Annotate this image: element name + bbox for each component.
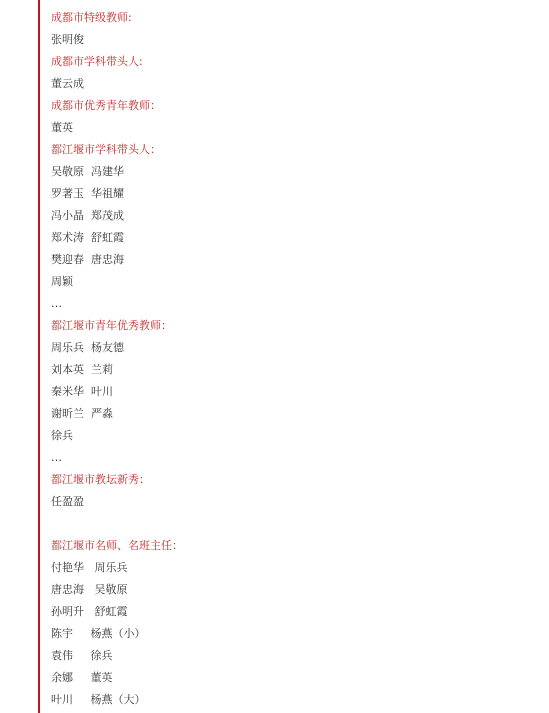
name-line: 刘本英 兰莉 xyxy=(51,363,113,376)
name-line: 任盈盈 xyxy=(51,495,84,508)
name-line: 谢昕兰 严淼 xyxy=(51,407,113,420)
name-line: 樊迎春 唐忠海 xyxy=(51,253,124,266)
ellipsis-line: … xyxy=(51,297,62,310)
name-line: 秦米华 叶川 xyxy=(51,385,113,398)
name-line: 唐忠海 吴敬原 xyxy=(51,583,128,596)
name-line: 董云成 xyxy=(51,77,84,90)
article-content xyxy=(38,0,518,713)
name-line: 付艳华 周乐兵 xyxy=(51,561,128,574)
name-line: 叶川 杨燕（大） xyxy=(51,693,146,706)
section-heading-chengdu-young-teacher: 成都市优秀青年教师： xyxy=(51,99,161,112)
name-line: 孙明升 舒虹霞 xyxy=(51,605,128,618)
section-heading-dujiangyan-young-teacher: 都江堰市青年优秀教师： xyxy=(51,319,172,332)
section-heading-dujiangyan-new-star: 都江堰市教坛新秀： xyxy=(51,473,150,486)
section-heading-chengdu-special-teacher: 成都市特级教师: xyxy=(51,11,132,24)
section-heading-dujiangyan-subject-leader: 都江堰市学科带头人： xyxy=(51,143,161,156)
name-line: 袁伟 徐兵 xyxy=(51,649,113,662)
name-line: 郑术涛 舒虹霞 xyxy=(51,231,124,244)
name-line: 余娜 董英 xyxy=(51,671,113,684)
name-line: 张明俊 xyxy=(51,33,84,46)
ellipsis-line: … xyxy=(51,451,62,464)
name-line: 陈宇 杨燕（小） xyxy=(51,627,146,640)
name-line: 吴敬原 冯建华 xyxy=(51,165,124,178)
name-line: 冯小晶 郑茂成 xyxy=(51,209,124,222)
name-line: 董英 xyxy=(51,121,73,134)
section-heading-dujiangyan-famous-teacher: 都江堰市名师、名班主任： xyxy=(51,539,183,552)
name-line: 罗著玉 华祖耀 xyxy=(51,187,124,200)
blank-line xyxy=(51,513,518,535)
name-line: 周乐兵 杨友德 xyxy=(51,341,124,354)
section-heading-chengdu-subject-leader: 成都市学科带头人: xyxy=(51,55,143,68)
name-line: 周颖 xyxy=(51,275,73,288)
name-line: 徐兵 xyxy=(51,429,73,442)
